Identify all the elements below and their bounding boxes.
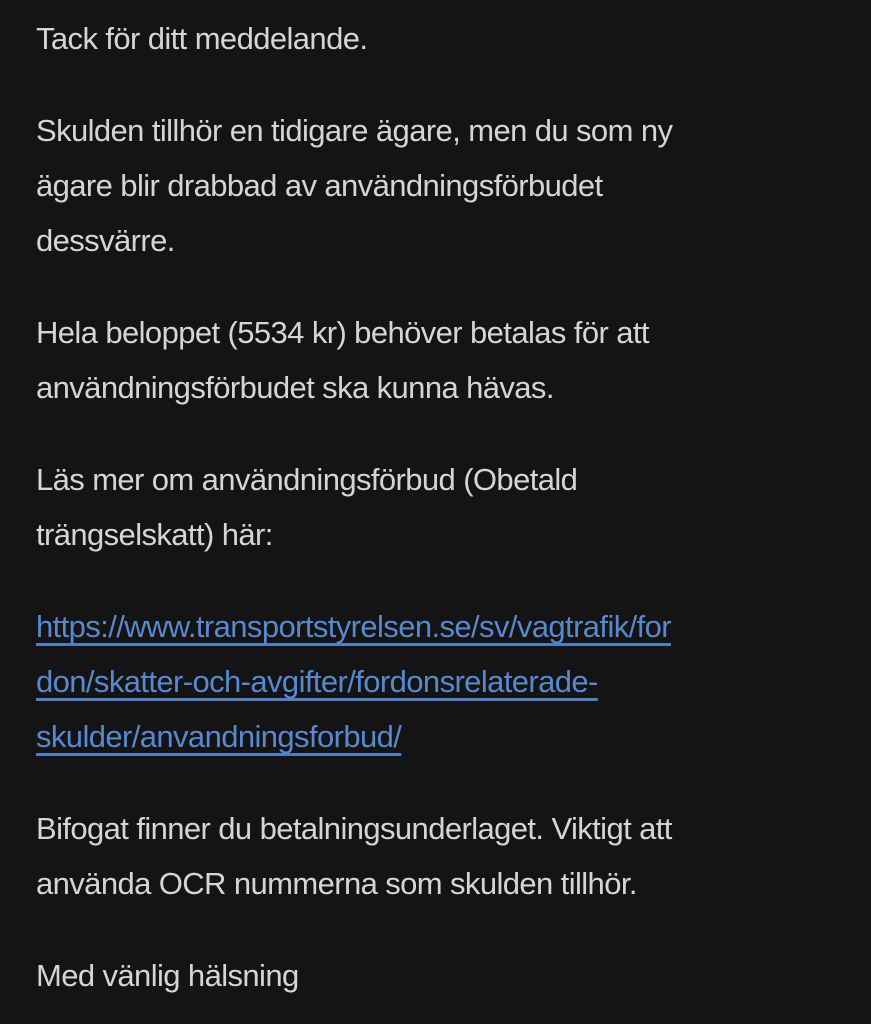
transportstyrelsen-link[interactable] — [36, 599, 843, 764]
text-line: dessvärre. — [36, 223, 175, 258]
link-text-line[interactable]: don/skatter-och-avgifter/fordonsrelaterade- — [36, 664, 598, 699]
paragraph-amount — [36, 305, 843, 415]
link-text-line[interactable]: https://www.transportstyrelsen.se/sv/vagtrafik/for — [36, 609, 672, 644]
text-line: Läs mer om användningsförbud (Obetald — [36, 462, 578, 497]
text-line: Bifogat finner du betalningsunderlaget. Viktigt att — [36, 811, 672, 846]
text-line: Tack för ditt meddelande. — [36, 21, 368, 56]
text-line: trängselskatt) här: — [36, 517, 273, 552]
link-text-line[interactable]: skulder/anvandningsforbud/ — [36, 719, 402, 754]
paragraph-greeting — [36, 11, 843, 66]
text-line: Skulden tillhör en tidigare ägare, men du som ny — [36, 113, 673, 148]
text-line: användningsförbudet ska kunna hävas. — [36, 370, 554, 405]
text-line: Hela beloppet (5534 kr) behöver betalas för att — [36, 315, 649, 350]
paragraph-debt-owner — [36, 103, 843, 268]
paragraph-attachment — [36, 801, 843, 911]
text-line: ägare blir drabbad av användningsförbudet — [36, 168, 603, 203]
text-line: Med vänlig hälsning — [36, 958, 299, 993]
paragraph-link — [36, 599, 843, 764]
paragraph-read-more — [36, 452, 843, 562]
paragraph-signoff — [36, 948, 843, 1003]
text-line: använda OCR nummerna som skulden tillhör. — [36, 866, 637, 901]
